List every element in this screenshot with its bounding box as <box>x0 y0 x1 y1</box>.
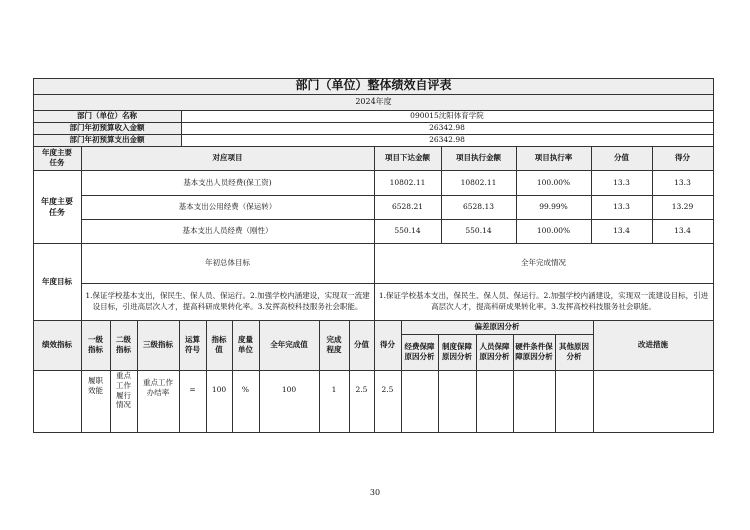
task-row-2-score-full: 13.3 <box>613 202 630 212</box>
indicator-row-unit: % <box>241 385 250 395</box>
goals-initial-text: 1.保证学校基本支出，保民生、保人员、保运行。2.加强学校内涵建设，实现双一流建设目标，引进高层次人才，提高科研成果转化率。3.发挥高校科技服务社会职能。 <box>85 291 370 311</box>
indicator-row-operator: = <box>189 385 196 395</box>
task-row-1-name: 基本支出人员经费(保工资) <box>183 177 272 187</box>
indicator-row-score-full: 2.5 <box>355 385 368 395</box>
task-group-header: 年度主要任务 <box>42 148 72 167</box>
task-row-3-name: 基本支出人员经费（刚性） <box>182 226 273 236</box>
reason-funding-header: 经费保障原因分析 <box>404 342 435 361</box>
goals-final-header: 全年完成情况 <box>521 258 566 268</box>
indicator-operator-header: 运算符号 <box>185 335 200 354</box>
task-rate-header: 项目执行率 <box>534 153 573 163</box>
task-row-3-score-full: 13.4 <box>613 226 630 236</box>
goals-initial-header: 年初总体目标 <box>205 258 250 268</box>
task-row-3-rate: 100.00% <box>536 226 571 236</box>
indicator-target-header: 指标值 <box>211 335 227 354</box>
indicator-level3-header: 三级指标 <box>143 340 173 350</box>
indicator-completion-header: 完成程度 <box>326 335 342 354</box>
task-row-3-score: 13.4 <box>674 226 691 236</box>
task-score-full-header: 分值 <box>614 153 629 163</box>
indicator-row-level2: 重点工作履行情况 <box>116 371 131 410</box>
task-row-2-executed: 6528.13 <box>462 202 494 212</box>
reason-hardware-header: 硬件条件保障原因分析 <box>515 342 553 361</box>
indicator-actual-header: 全年完成值 <box>270 340 308 350</box>
reason-staff-header: 人员保障原因分析 <box>479 342 510 361</box>
indicator-unit-header: 度量单位 <box>238 335 253 354</box>
expense-label: 部门年初预算支出金额 <box>69 135 145 145</box>
page-number: 30 <box>369 487 381 497</box>
income-label: 部门年初预算收入金额 <box>69 123 145 133</box>
task-row-2-name: 基本支出公用经费（保运转） <box>178 202 277 212</box>
indicator-row-level1: 履职效能 <box>88 376 103 395</box>
task-row-3-issued: 550.14 <box>394 226 421 236</box>
improve-header: 改进措施 <box>638 340 668 350</box>
indicator-row-score: 2.5 <box>381 385 394 395</box>
indicator-level1-header: 一级指标 <box>88 335 103 354</box>
expense-value: 26342.98 <box>429 135 465 145</box>
indicator-row-level3: 重点工作办结率 <box>143 378 173 397</box>
reason-other-header: 其他原因分析 <box>559 342 589 361</box>
task-row-1-rate: 100.00% <box>536 177 571 187</box>
task-row-1-score-full: 13.3 <box>613 177 630 187</box>
indicator-row-completion: 1 <box>331 385 337 395</box>
indicator-score-full-header: 分值 <box>354 340 369 350</box>
task-row-1-executed: 10802.11 <box>460 177 497 187</box>
indicator-row-actual: 100 <box>281 385 297 395</box>
task-group-label: 年度主要任务 <box>41 196 73 217</box>
task-row-1-score: 13.3 <box>674 177 691 187</box>
indicator-score-header: 得分 <box>380 340 395 350</box>
task-executed-header: 项目执行金额 <box>456 153 501 163</box>
indicator-group-header: 绩效指标 <box>42 340 72 350</box>
deviation-header: 偏差原因分析 <box>474 322 520 332</box>
task-row-3-executed: 550.14 <box>465 226 492 236</box>
page-title: 部门（单位）整体绩效自评表 <box>295 78 452 93</box>
task-row-2-issued: 6528.21 <box>391 202 423 212</box>
reason-system-header: 制度保障原因分析 <box>442 342 472 361</box>
task-item-header: 对应项目 <box>212 153 243 163</box>
goals-final-text: 1.保证学校基本支出，保民生、保人员、保运行。2.加强学校内涵建设，实现双一流建设目标，引进高层次人才，提高科研成果转化率。3.发挥高校科技服务社会职能。 <box>378 291 709 311</box>
income-value: 26342.98 <box>429 123 465 133</box>
task-row-1-issued: 10802.11 <box>389 177 426 187</box>
goals-label: 年度目标 <box>42 276 72 286</box>
unit-name-label: 部门（单位）名称 <box>77 111 137 121</box>
task-score-header: 得分 <box>675 153 690 163</box>
unit-name-value: 090015沈阳体育学院 <box>410 111 484 121</box>
indicator-level2-header: 二级指标 <box>116 335 131 354</box>
task-row-2-score: 13.29 <box>671 202 694 212</box>
report-year: 2024年度 <box>355 96 392 106</box>
task-issued-header: 项目下达金额 <box>385 153 430 163</box>
indicator-row-target: 100 <box>211 385 227 395</box>
task-row-2-rate: 99.99% <box>539 202 568 212</box>
